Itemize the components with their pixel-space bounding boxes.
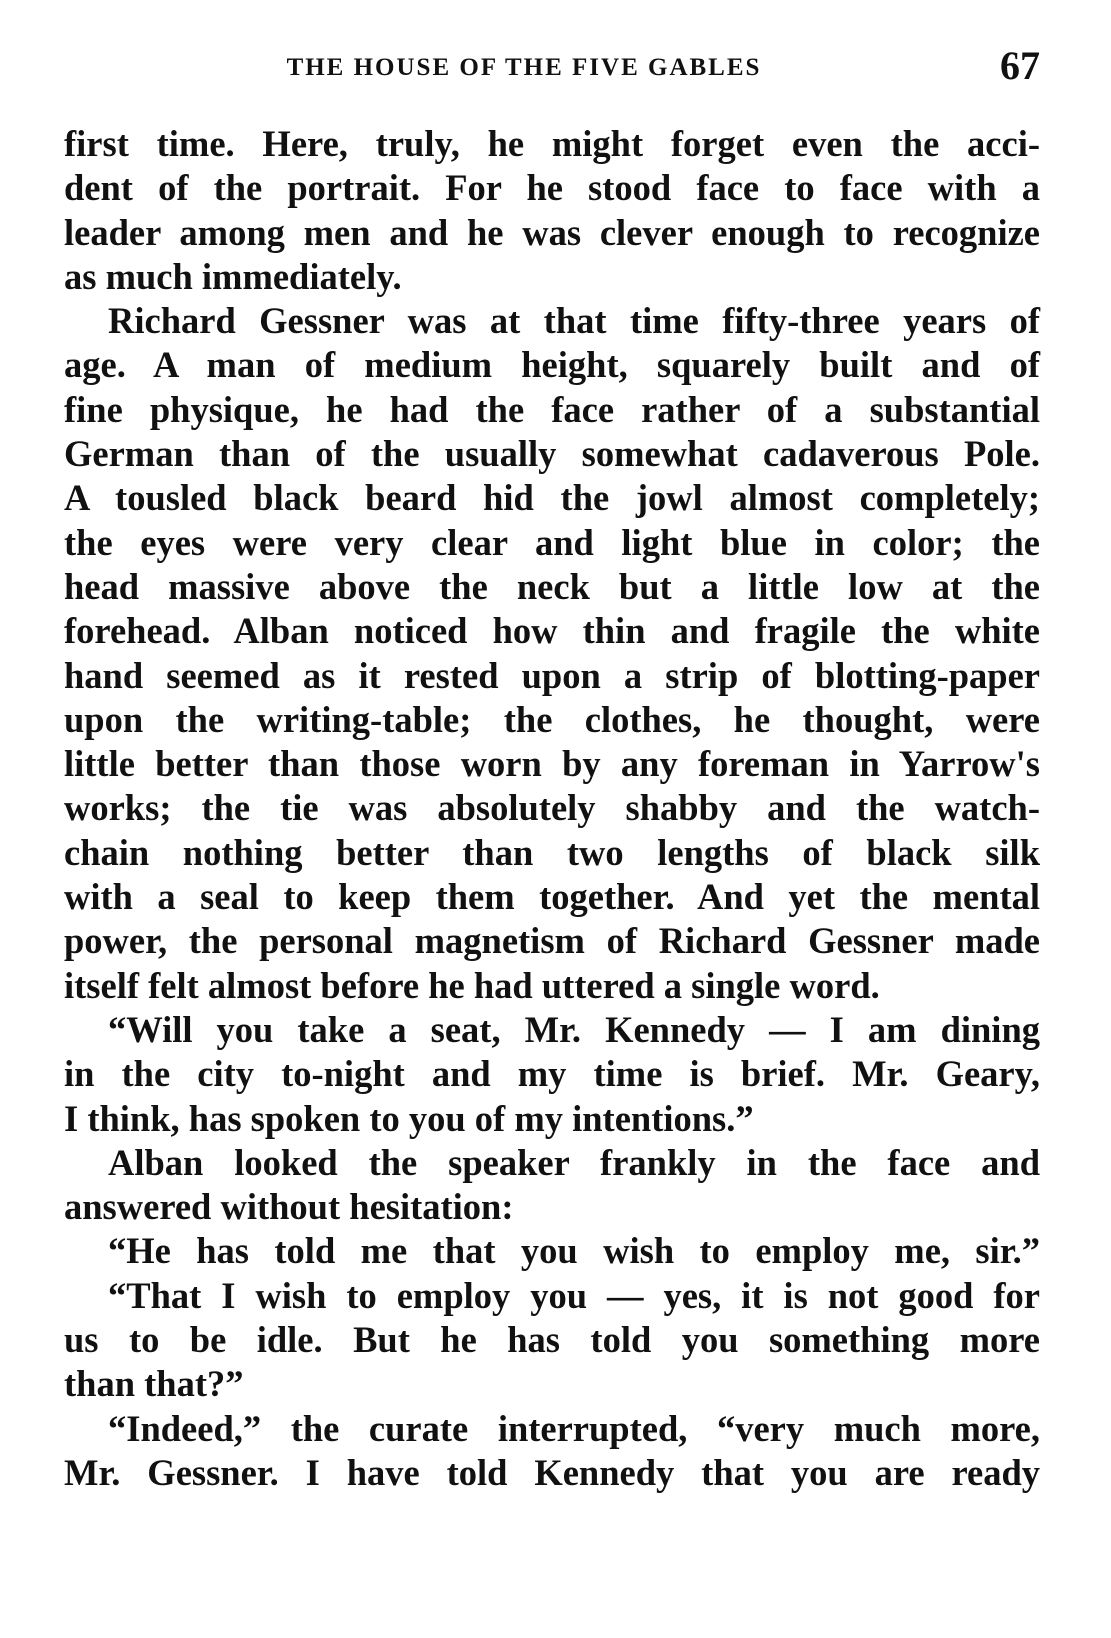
- running-title: THE HOUSE OF THE FIVE GABLES: [286, 54, 762, 81]
- page-header: [64, 42, 1040, 92]
- text-line: Alban looked the speaker frankly in the face and: [108, 1141, 1040, 1183]
- text-line: itself felt almost before he had uttered a single word.: [64, 964, 880, 1006]
- text-line: A tousled black beard hid the jowl almost completely;: [64, 477, 1040, 519]
- text-line: fine physique, he had the face rather of a substantial: [64, 388, 1040, 430]
- text-line: forehead. Alban noticed how thin and fragile the white: [64, 610, 1040, 652]
- text-line: answered without hesitation:: [64, 1186, 514, 1228]
- text-line: “Will you take a seat, Mr. Kennedy — I am dining: [108, 1008, 1040, 1050]
- text-line: Mr. Gessner. I have told Kennedy that you are ready: [64, 1451, 1040, 1493]
- text-line: head massive above the neck but a little low at the: [64, 565, 1040, 607]
- text-line: as much immediately.: [64, 255, 402, 297]
- text-line: “He has told me that you wish to employ me, sir.”: [108, 1230, 1040, 1272]
- text-line: first time. Here, truly, he might forget even the acci-: [64, 123, 1040, 164]
- text-line: German than of the usually somewhat cadaverous Pole.: [64, 433, 1040, 475]
- text-line: power, the personal magnetism of Richard Gessner made: [64, 920, 1040, 962]
- text-line: “That I wish to employ you — yes, it is not good for: [108, 1274, 1040, 1316]
- text-line: dent of the portrait. For he stood face to face with a: [64, 167, 1040, 209]
- text-line: in the city to-night and my time is brief. Mr. Geary,: [64, 1053, 1040, 1095]
- text-line: “Indeed,” the curate interrupted, “very much more,: [108, 1407, 1040, 1449]
- text-line: Richard Gessner was at that time fifty-three years of: [108, 300, 1040, 342]
- text-line: us to be idle. But he has told you something more: [64, 1319, 1040, 1361]
- text-line: works; the tie was absolutely shabby and the watch-: [64, 787, 1040, 829]
- text-line: leader among men and he was clever enough to recognize: [64, 211, 1040, 253]
- text-line: age. A man of medium height, squarely built and of: [64, 344, 1040, 386]
- text-line: with a seal to keep them together. And yet the mental: [64, 876, 1040, 918]
- text-line: than that?”: [64, 1363, 244, 1405]
- text-line: chain nothing better than two lengths of black silk: [64, 831, 1040, 873]
- page-number: 67: [1000, 43, 1040, 88]
- text-line: little better than those worn by any foreman in Yarrow's: [64, 743, 1040, 785]
- text-line: I think, has spoken to you of my intentions.”: [64, 1097, 754, 1139]
- text-line: upon the writing-table; the clothes, he thought, were: [64, 698, 1040, 740]
- text-line: hand seemed as it rested upon a strip of blotting-paper: [64, 654, 1040, 696]
- body-text: [64, 122, 1040, 1495]
- text-line: the eyes were very clear and light blue in color; the: [64, 521, 1040, 563]
